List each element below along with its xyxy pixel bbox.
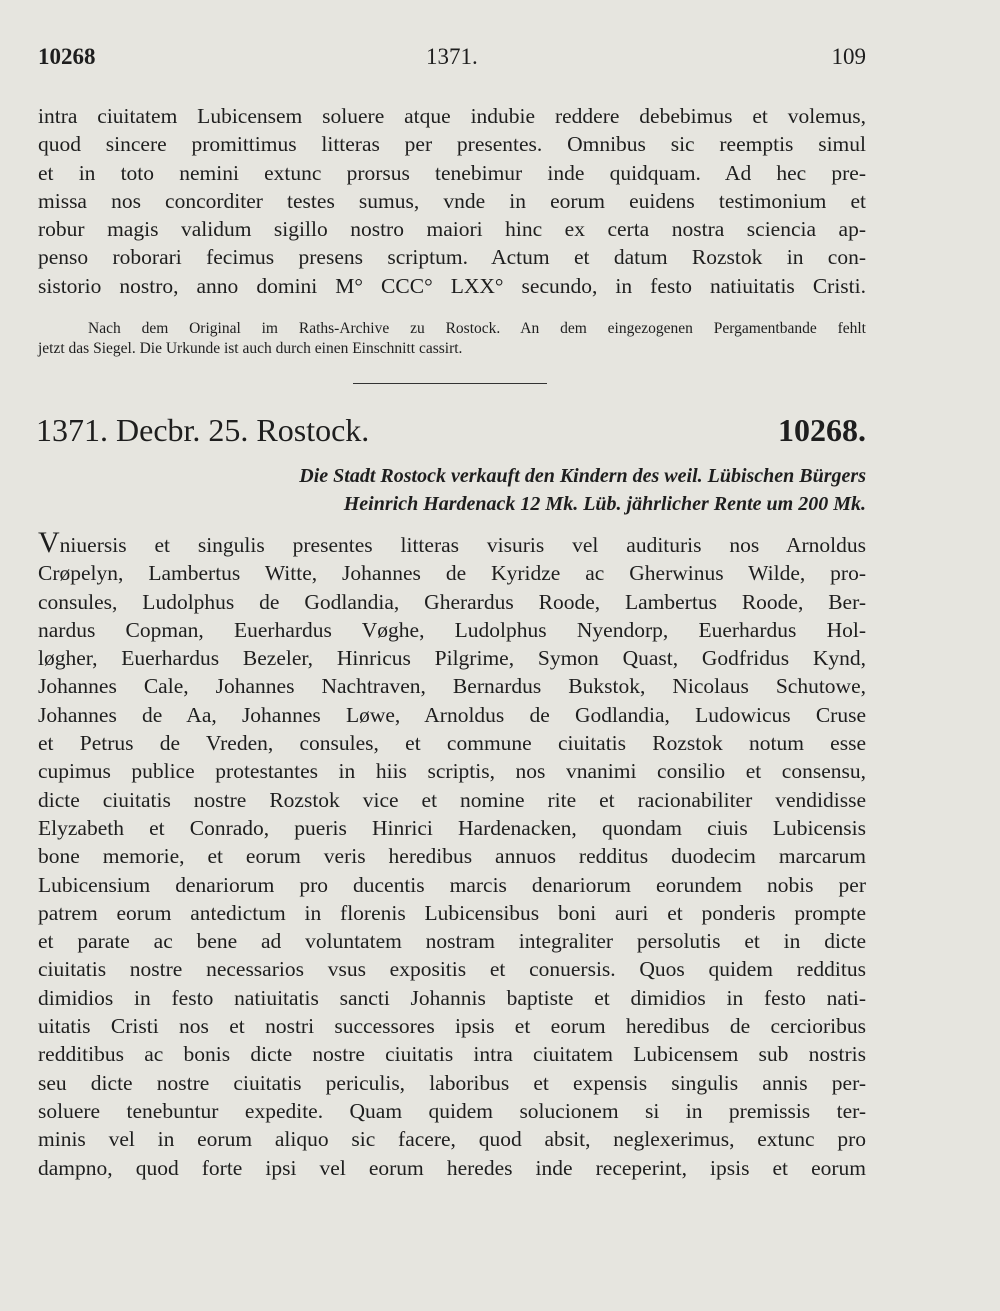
note-line: jetzt das Siegel. Die Urkunde ist auch durch einen Einschnitt cassirt. bbox=[38, 340, 463, 357]
text-line: Elyzabeth et Conrado, pueris Hinrici Hardenacken, quondam ciuis Lubicensis bbox=[38, 815, 866, 840]
text-line: uitatis Cristi nos et nostri successores ipsis et eorum heredibus de cercioribus bbox=[38, 1014, 866, 1039]
note-line: Nach dem Original im Raths-Archive zu Rostock. An dem eingezogenen Pergamentbande fehlt bbox=[88, 320, 866, 337]
text-line: et in toto nemini extunc prorsus tenebimur inde quidquam. Ad hec pre- bbox=[38, 160, 866, 185]
charter-body bbox=[38, 526, 866, 1182]
text-line: Johannes de Aa, Johannes Løwe, Arnoldus de Godlandia, Ludowicus Cruse bbox=[38, 702, 866, 727]
header-doc-number: 10268 bbox=[38, 44, 96, 69]
text-line: Crøpelyn, Lambertus Witte, Johannes de Kyridze ac Gherwinus Wilde, pro- bbox=[38, 561, 866, 586]
text-line: bone memorie, et eorum veris heredibus annuos redditus duodecim marcarum bbox=[38, 844, 866, 869]
summary-line: Heinrich Hardenack 12 Mk. Lüb. jährlicher Rente um 200 Mk. bbox=[343, 493, 866, 515]
text-line: intra ciuitatem Lubicensem soluere atque indubie reddere debebimus et volemus, bbox=[38, 104, 866, 128]
source-note bbox=[38, 319, 866, 359]
text-line: cupimus publice protestantes in hiis scriptis, nos vnanimi consilio et consensu, bbox=[38, 759, 866, 784]
charter-number: 10268. bbox=[778, 412, 866, 448]
text-line: seu dicte nostre ciuitatis periculis, laboribus et expensis singulis annis per- bbox=[38, 1070, 866, 1095]
text-line: minis vel in eorum aliquo sic facere, quod absit, neglexerimus, extunc pro bbox=[38, 1127, 866, 1152]
text-line: dicte ciuitatis nostre Rozstok vice et nomine rite et racionabiliter vendidisse bbox=[38, 787, 866, 812]
charter-date-place: 1371. Decbr. 25. Rostock. bbox=[36, 412, 370, 448]
text-line: patrem eorum antedictum in florenis Lubicensibus boni auri et ponderis prompte bbox=[38, 900, 866, 925]
text-line: penso roborari fecimus presens scriptum. Actum et datum Rozstok in con- bbox=[38, 245, 866, 270]
text-line: ciuitatis nostre necessarios vsus expositis et conuersis. Quos quidem redditus bbox=[38, 957, 866, 982]
text-line: nardus Copman, Euerhardus Vøghe, Ludolphus Nyendorp, Euerhardus Hol- bbox=[38, 617, 866, 642]
header-year: 1371. bbox=[426, 44, 478, 69]
text-line: dimidios in festo natiuitatis sancti Johannis baptiste et dimidios in festo nati- bbox=[38, 985, 866, 1010]
previous-charter-text bbox=[38, 102, 866, 300]
summary-line: Die Stadt Rostock verkauft den Kindern des weil. Lübischen Bürgers bbox=[299, 465, 866, 487]
text-line: consules, Ludolphus de Godlandia, Gherardus Roode, Lambertus Roode, Ber- bbox=[38, 589, 866, 614]
text-line: missa nos concorditer testes sumus, vnde in eorum euidens testimonium et bbox=[38, 188, 866, 213]
body-first-line-text: niuersis et singulis presentes litteras visuris vel audituris nos Arnoldus bbox=[59, 533, 866, 557]
text-line: sistorio nostro, anno domini M° CCC° LXX° secundo, in festo natiuitatis Cristi. bbox=[38, 273, 866, 298]
text-line: redditibus ac bonis dicte nostre ciuitatis intra ciuitatem Lubicensem sub nostris bbox=[38, 1042, 866, 1067]
text-line: et parate ac bene ad voluntatem nostram integraliter persolutis et in dicte bbox=[38, 929, 866, 954]
charter-heading bbox=[36, 412, 866, 456]
text-line: soluere tenebuntur expedite. Quam quidem solucionem si in premissis ter- bbox=[38, 1098, 866, 1123]
text-line: løgher, Euerhardus Bezeler, Hinricus Pilgrime, Symon Quast, Godfridus Kynd, bbox=[38, 646, 866, 671]
text-line: Johannes Cale, Johannes Nachtraven, Bernardus Bukstok, Nicolaus Schutowe, bbox=[38, 674, 866, 699]
body-first-line bbox=[38, 526, 866, 559]
text-line: Lubicensium denariorum pro ducentis marcis denariorum eorundem nobis per bbox=[38, 872, 866, 897]
section-divider bbox=[353, 383, 547, 384]
charter-summary bbox=[38, 462, 866, 518]
initial-letter: V bbox=[38, 526, 60, 559]
text-line: dampno, quod forte ipsi vel eorum heredes inde receperint, ipsis et eorum bbox=[38, 1155, 866, 1180]
header-page-number: 109 bbox=[831, 44, 866, 69]
running-header bbox=[38, 44, 866, 84]
text-line: et Petrus de Vreden, consules, et commune ciuitatis Rozstok notum esse bbox=[38, 731, 866, 756]
text-line: quod sincere promittimus litteras per presentes. Omnibus sic reemptis simul bbox=[38, 132, 866, 157]
text-line: robur magis validum sigillo nostro maiori hinc ex certa nostra sciencia ap- bbox=[38, 217, 866, 242]
